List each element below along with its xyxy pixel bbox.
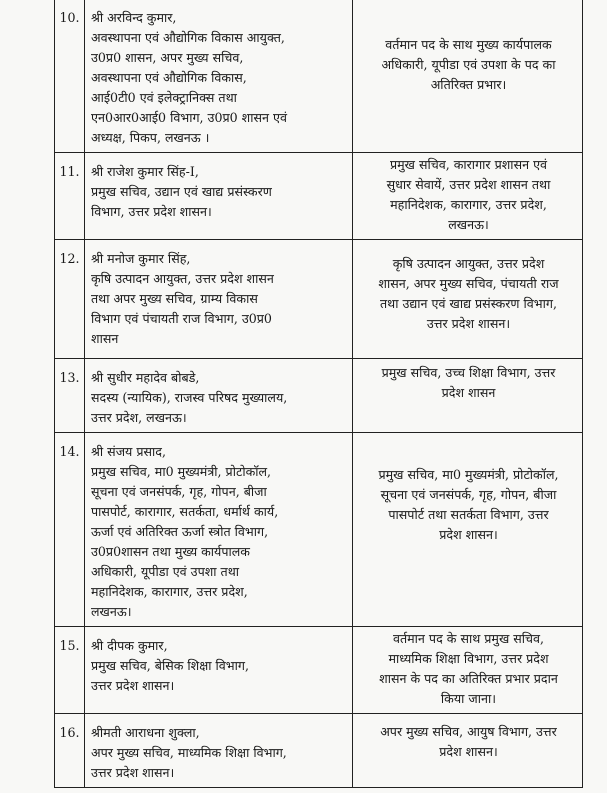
officer-details xyxy=(85,0,353,153)
name-line: आई0टी0 एवं इलेक्ट्रानिक्स तथा xyxy=(91,90,237,105)
serial-number: 10. xyxy=(55,0,85,153)
serial-number: 11. xyxy=(55,153,85,240)
name-line: सदस्य (न्यायिक), राजस्व परिषद मुख्यालय, xyxy=(91,390,288,405)
table-row xyxy=(55,359,583,433)
name-line: उ0प्र0 शासन, अपर मुख्य सचिव, xyxy=(91,50,244,65)
officer-details xyxy=(85,359,353,433)
name-line: शासन xyxy=(91,331,119,346)
serial-number: 13. xyxy=(55,359,85,433)
name-line: श्री राजेश कुमार सिंह-I, xyxy=(91,164,199,179)
posting-line: वर्तमान पद के साथ प्रमुख सचिव, xyxy=(392,631,545,646)
posting-line: अपर मुख्य सचिव, आयुष विभाग, उत्तर xyxy=(380,724,557,739)
name-line: प्रमुख सचिव, बेसिक शिक्षा विभाग, xyxy=(91,658,250,673)
officer-details xyxy=(85,153,353,240)
name-line: अपर मुख्य सचिव, माध्यमिक शिक्षा विभाग, xyxy=(91,745,287,760)
name-line: अवस्थापना एवं औद्योगिक विकास आयुक्त, xyxy=(91,30,285,45)
name-line: श्री सुधीर महादेव बोबडे, xyxy=(91,370,200,385)
posting-line: महानिदेशक, कारागार, उत्तर प्रदेश, xyxy=(390,197,547,212)
posting-line: तथा उद्यान एवं खाद्य प्रसंस्करण विभाग, xyxy=(379,296,558,311)
name-line: विभाग, उत्तर प्रदेश शासन। xyxy=(91,204,212,219)
posting-line: किया जाना। xyxy=(440,691,497,706)
posting-line: शासन, अपर मुख्य सचिव, पंचायती राज xyxy=(378,276,559,291)
name-line: उत्तर प्रदेश शासन। xyxy=(91,765,175,780)
table-row xyxy=(55,627,583,714)
posting-line: वर्तमान पद के साथ मुख्य कार्यपालक xyxy=(385,37,552,52)
table-row xyxy=(55,153,583,240)
serial-number: 15. xyxy=(55,627,85,714)
posting-line: प्रमुख सचिव, मा0 मुख्यमंत्री, प्रोटोकॉल, xyxy=(378,467,559,482)
posting-line: प्रमुख सचिव, उच्च शिक्षा विभाग, उत्तर xyxy=(381,365,556,380)
table-row xyxy=(55,0,583,153)
table-row xyxy=(55,240,583,359)
name-line: श्री संजय प्रसाद, xyxy=(91,444,166,459)
posting-line: सूचना एवं जनसंपर्क, गृह, गोपन, बीजा xyxy=(380,487,557,502)
posting-line: प्रदेश शासन। xyxy=(439,744,498,759)
transfer-table xyxy=(54,0,583,788)
posting-line: लखनऊ। xyxy=(448,217,489,232)
new-posting xyxy=(353,714,583,788)
name-line: उ0प्र0शासन तथा मुख्य कार्यपालक xyxy=(91,544,250,559)
table-row xyxy=(55,433,583,627)
new-posting xyxy=(353,359,583,433)
serial-number: 16. xyxy=(55,714,85,788)
new-posting xyxy=(353,153,583,240)
name-line: श्रीमती आराधना शुक्ला, xyxy=(91,725,200,740)
name-line: विभाग एवं पंचायती राज विभाग, उ0प्र0 xyxy=(91,311,272,326)
posting-line: पासपोर्ट तथा सतर्कता विभाग, उत्तर xyxy=(388,507,549,522)
officer-details xyxy=(85,240,353,359)
posting-line: प्रदेश शासन xyxy=(441,385,496,400)
serial-number: 12. xyxy=(55,240,85,359)
name-line: अधिकारी, यूपीडा एवं उपशा तथा xyxy=(91,564,240,579)
name-line: अवस्थापना एवं औद्योगिक विकास, xyxy=(91,70,247,85)
name-line: लखनऊ। xyxy=(91,604,132,619)
posting-line: सुधार सेवायें, उत्तर प्रदेश शासन तथा xyxy=(386,177,551,192)
officer-details xyxy=(85,433,353,627)
name-line: पासपोर्ट, कारागार, सतर्कता, धर्मार्थ कार्य, xyxy=(91,504,279,519)
name-line: श्री मनोज कुमार सिंह, xyxy=(91,251,191,266)
posting-line: माध्यमिक शिक्षा विभाग, उत्तर प्रदेश xyxy=(388,651,549,666)
name-line: सूचना एवं जनसंपर्क, गृह, गोपन, बीजा xyxy=(91,484,267,499)
name-line: अध्यक्ष, पिकप, लखनऊ । xyxy=(91,130,210,145)
new-posting xyxy=(353,433,583,627)
posting-line: अधिकारी, यूपीडा एवं उपशा के पद का xyxy=(381,57,556,72)
serial-number: 14. xyxy=(55,433,85,627)
name-line: तथा अपर मुख्य सचिव, ग्राम्य विकास xyxy=(91,291,258,306)
new-posting xyxy=(353,0,583,153)
posting-line: प्रमुख सचिव, कारागार प्रशासन एवं xyxy=(389,157,548,172)
posting-line: उत्तर प्रदेश शासन। xyxy=(426,316,511,331)
name-line: श्री दीपक कुमार, xyxy=(91,638,168,653)
officer-details xyxy=(85,627,353,714)
posting-line: अतिरिक्त प्रभार। xyxy=(430,77,507,92)
officer-details xyxy=(85,714,353,788)
name-line: श्री अरविन्द कुमार, xyxy=(91,10,177,25)
name-line: उत्तर प्रदेश, लखनऊ। xyxy=(91,410,187,425)
new-posting xyxy=(353,627,583,714)
table-row xyxy=(55,714,583,788)
name-line: कृषि उत्पादन आयुक्त, उत्तर प्रदेश शासन xyxy=(91,271,274,286)
name-line: उत्तर प्रदेश शासन। xyxy=(91,678,175,693)
new-posting xyxy=(353,240,583,359)
name-line: ऊर्जा एवं अतिरिक्त ऊर्जा स्त्रोत विभाग, xyxy=(91,524,269,539)
name-line: महानिदेशक, कारागार, उत्तर प्रदेश, xyxy=(91,584,248,599)
posting-line: कृषि उत्पादन आयुक्त, उत्तर प्रदेश xyxy=(392,256,545,271)
name-line: एन0आर0आई0 विभाग, उ0प्र0 शासन एवं xyxy=(91,110,287,125)
name-line: प्रमुख सचिव, उद्यान एवं खाद्य प्रसंस्करण xyxy=(91,184,272,199)
posting-line: प्रदेश शासन। xyxy=(439,527,498,542)
name-line: प्रमुख सचिव, मा0 मुख्यमंत्री, प्रोटोकॉल, xyxy=(91,464,272,479)
posting-line: शासन के पद का अतिरिक्त प्रभार प्रदान xyxy=(379,671,558,686)
